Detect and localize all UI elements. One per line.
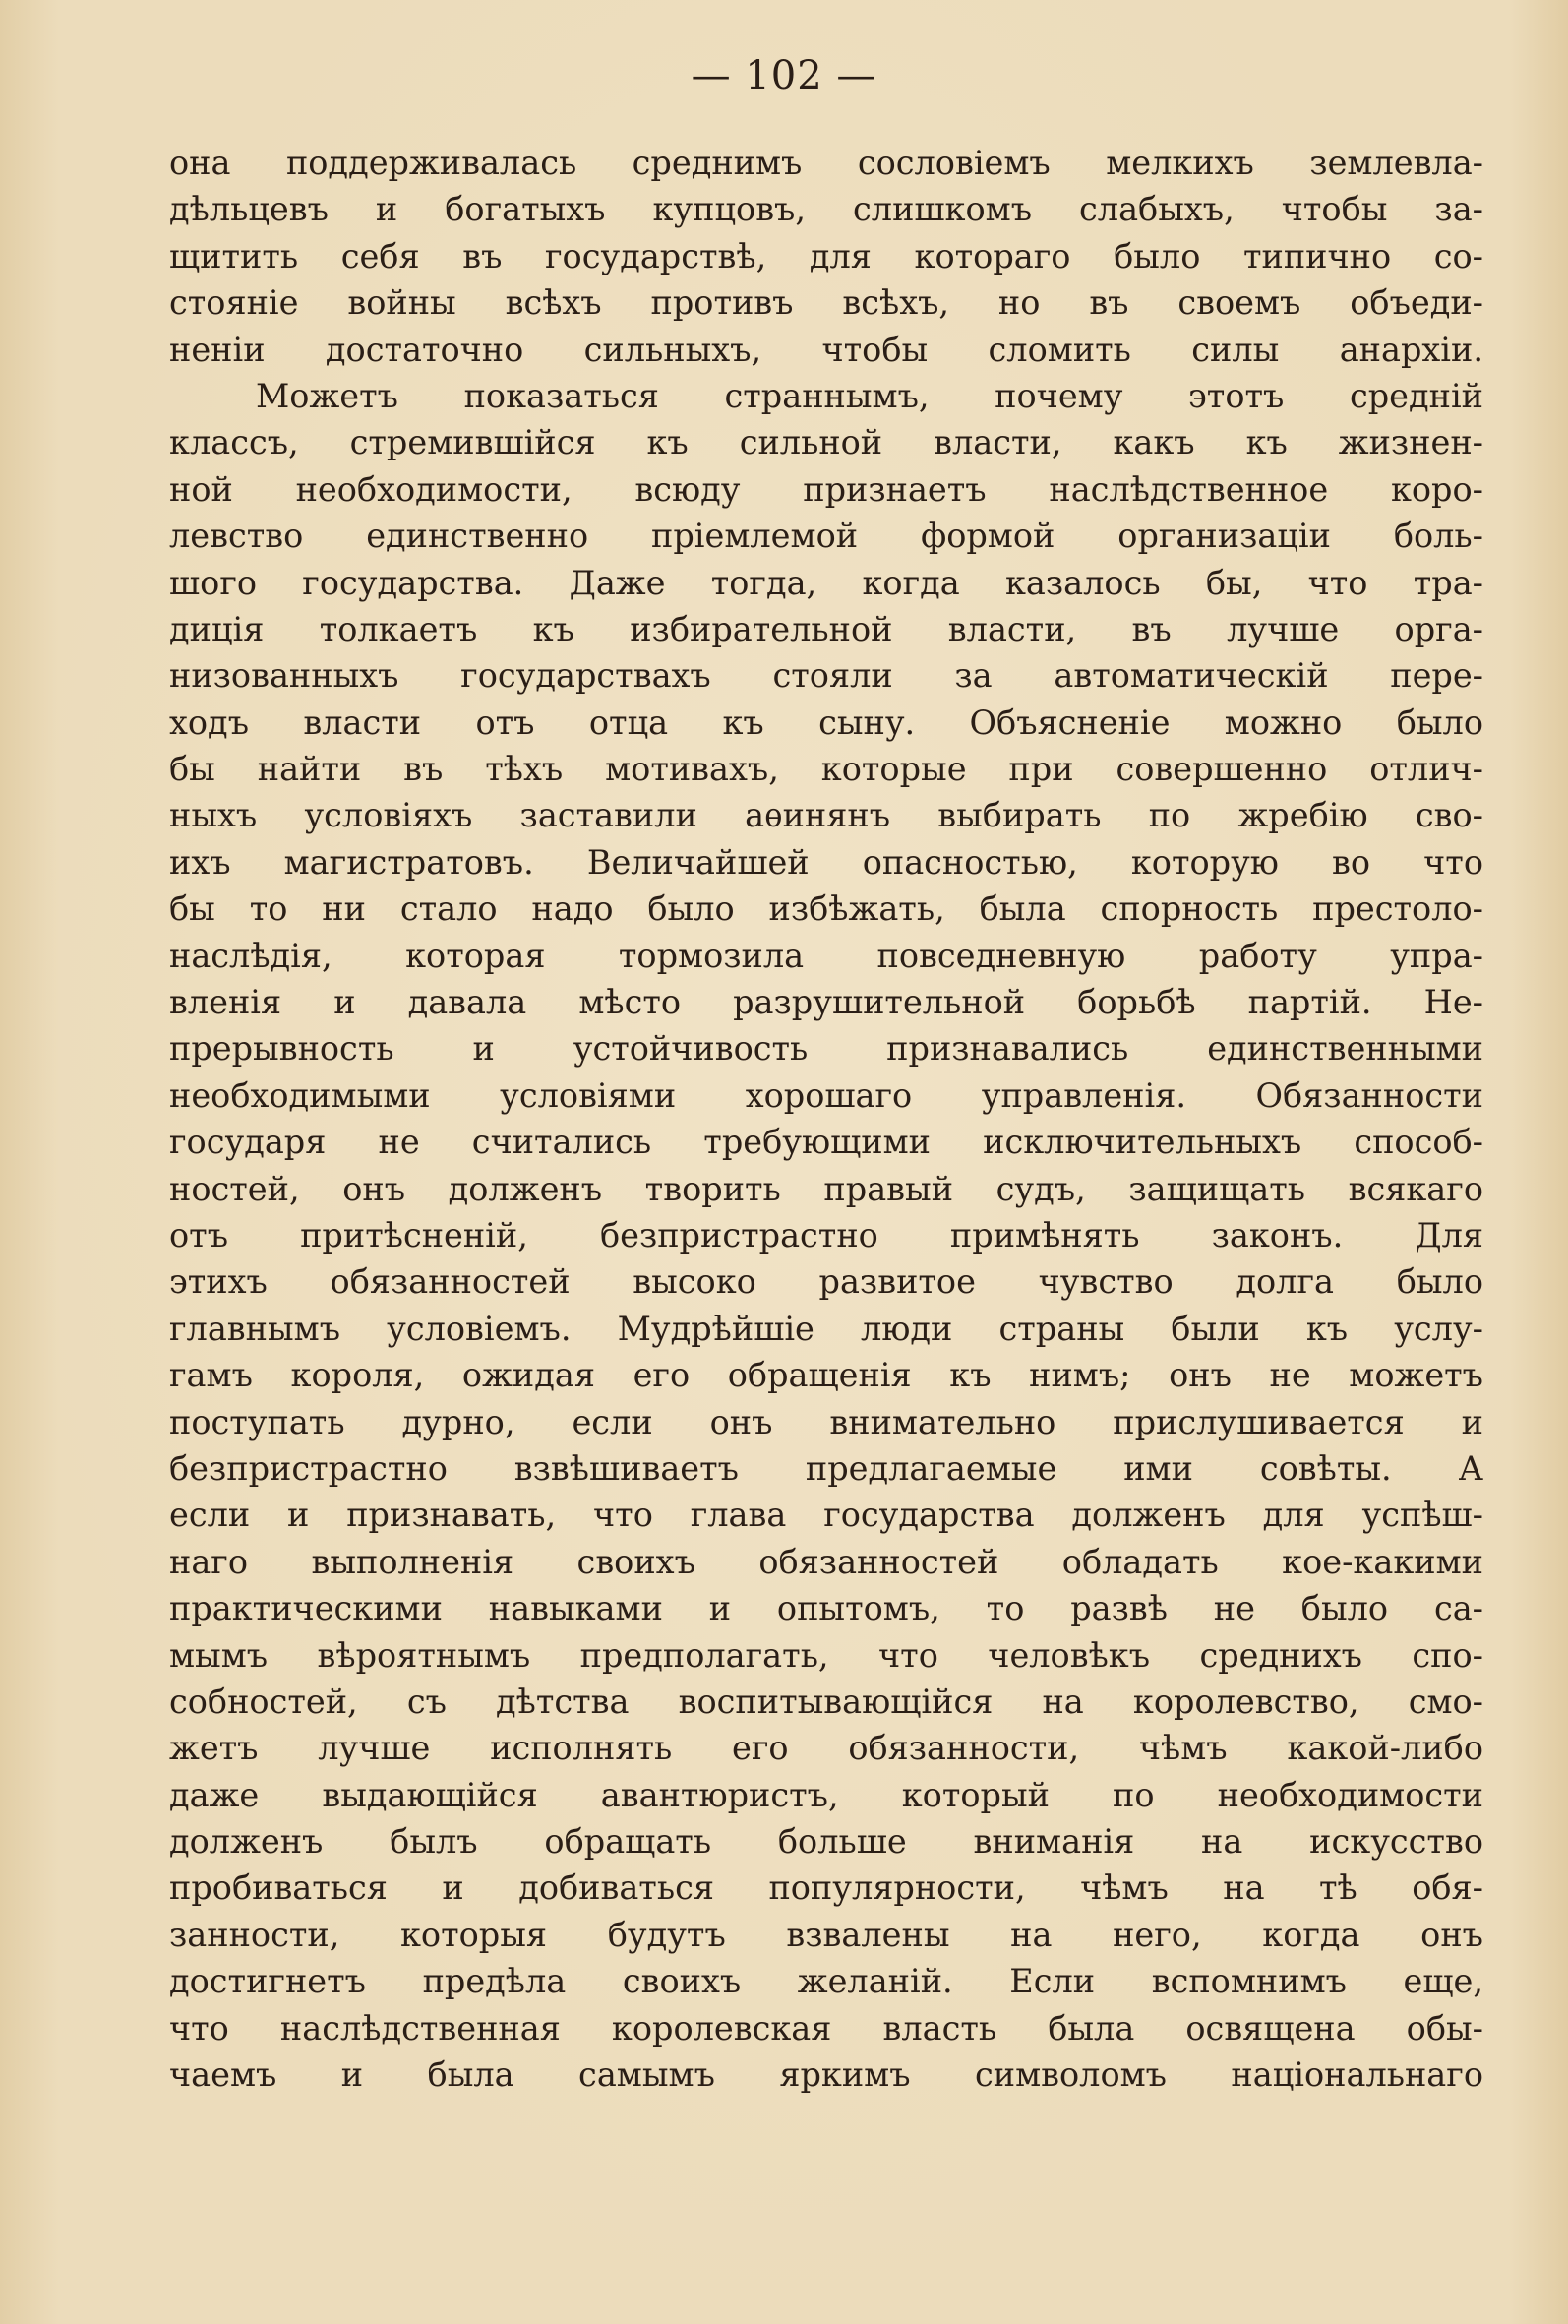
text-line: бы то ни стало надо было избѣжать, была спорность престоло- — [169, 889, 1483, 929]
text-line: необходимыми условіями хорошаго управленія. Обязанности — [169, 1075, 1483, 1115]
text-line: ной необходимости, всюду признаетъ наслѣдственное коро- — [169, 469, 1483, 509]
text-line: щитить себя въ государствѣ, для котораго было типично со- — [169, 236, 1483, 275]
text-line: низованныхъ государствахъ стояли за автоматическій пере- — [169, 656, 1483, 696]
text-line: ныхъ условіяхъ заставили аѳинянъ выбирать по жребію сво- — [169, 796, 1483, 835]
text-line: поступать дурно, если онъ внимательно прислушивается и — [169, 1402, 1483, 1441]
text-line: чаемъ и была самымъ яркимъ символомъ національнаго — [169, 2055, 1483, 2095]
text-line: ностей, онъ долженъ творить правый судъ, защищать всякаго — [169, 1169, 1483, 1208]
text-line: если и признавать, что глава государства долженъ для успѣш- — [169, 1496, 1483, 1535]
text-line: жетъ лучше исполнять его обязанности, чѣмъ какой-либо — [169, 1729, 1483, 1768]
text-line: ходъ власти отъ отца къ сыну. Объясненіе можно было — [169, 703, 1483, 742]
page-number: — 102 — — [691, 53, 877, 98]
text-line: она поддерживалась среднимъ сословіемъ мелкихъ землевла- — [169, 144, 1483, 182]
paragraph-first-line: Можетъ показаться страннымъ, почему этотъ средній — [256, 376, 1483, 415]
text-line: отъ притѣсненій, безпристрастно примѣнять законъ. Для — [169, 1215, 1483, 1254]
text-line: ихъ магистратовъ. Величайшей опасностью, которую во что — [169, 842, 1483, 882]
text-line: практическими навыками и опытомъ, то развѣ не было са- — [169, 1589, 1483, 1628]
text-line: пробиваться и добиваться популярности, чѣмъ на тѣ обя- — [169, 1868, 1483, 1908]
text-line: мымъ вѣроятнымъ предполагать, что человѣкъ среднихъ спо- — [169, 1635, 1483, 1675]
text-line: наго выполненія своихъ обязанностей обладать кое-какими — [169, 1542, 1483, 1581]
text-line: прерывность и устойчивость признавались единственными — [169, 1029, 1483, 1069]
text-line: занности, которыя будутъ взвалены на него, когда онъ — [169, 1915, 1483, 1954]
text-line: что наслѣдственная королевская власть была освящена обы- — [169, 2008, 1483, 2048]
text-line: шого государства. Даже тогда, когда казалось бы, что тра- — [169, 563, 1483, 602]
text-line: классъ, стремившійся къ сильной власти, какъ къ жизнен- — [169, 423, 1483, 462]
text-line: государя не считались требующими исключительныхъ способ- — [169, 1123, 1483, 1162]
text-line: наслѣдія, которая тормозила повседневную работу упра- — [169, 936, 1483, 975]
text-line: неніи достаточно сильныхъ, чтобы сломить силы анархіи. — [169, 330, 1483, 369]
text-line: бы найти въ тѣхъ мотивахъ, которые при совершенно отлич- — [169, 750, 1483, 789]
text-line: вленія и давала мѣсто разрушительной борьбѣ партій. Не- — [169, 983, 1483, 1022]
body-text — [169, 140, 1483, 2098]
text-line: диція толкаетъ къ избирательной власти, въ лучше орга- — [169, 609, 1483, 648]
text-line: гамъ короля, ожидая его обращенія къ нимъ; онъ не можетъ — [169, 1356, 1483, 1395]
text-line: левство единственно пріемлемой формой организаціи боль- — [169, 517, 1483, 556]
text-line: этихъ обязанностей высоко развитое чувство долга было — [169, 1262, 1483, 1302]
text-line: собностей, съ дѣтства воспитывающійся на королевство, смо- — [169, 1682, 1483, 1721]
text-line: даже выдающійся авантюристъ, который по необходимости — [169, 1775, 1483, 1814]
text-line: безпристрастно взвѣшиваетъ предлагаемые ими совѣты. А — [169, 1448, 1483, 1488]
text-line: дѣльцевъ и богатыхъ купцовъ, слишкомъ слабыхъ, чтобы за- — [169, 190, 1483, 229]
text-line: долженъ былъ обращать больше вниманія на искусство — [169, 1822, 1483, 1862]
text-line: стояніе войны всѣхъ противъ всѣхъ, но въ своемъ объеди- — [169, 283, 1483, 323]
text-line: достигнетъ предѣла своихъ желаній. Если вспомнимъ еще, — [169, 1962, 1483, 2001]
text-line: главнымъ условіемъ. Мудрѣйшіе люди страны были къ услу- — [169, 1309, 1483, 1348]
